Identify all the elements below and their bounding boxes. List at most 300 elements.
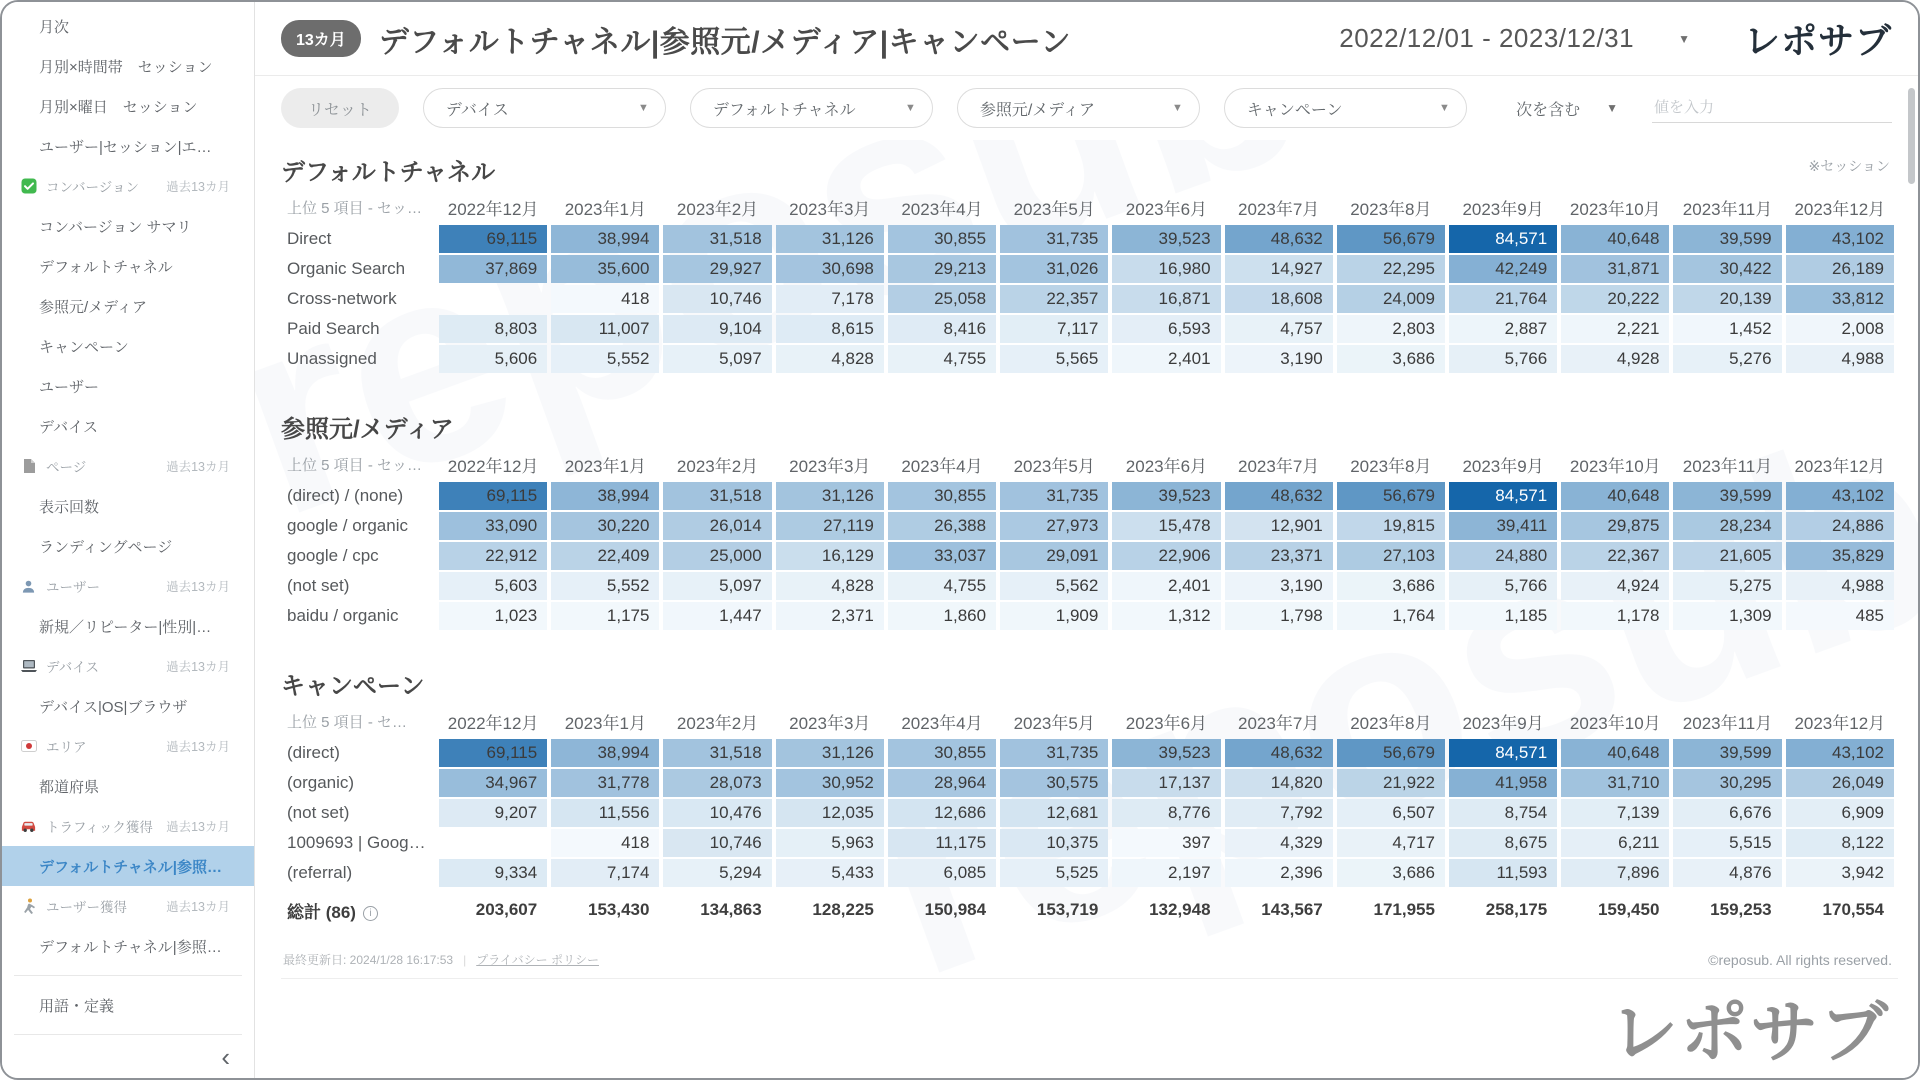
value-cell: 5,294 — [663, 859, 771, 887]
value-cell: 33,812 — [1786, 285, 1894, 313]
sidebar-section-header — [2, 726, 254, 766]
campaign-table — [281, 666, 1898, 933]
value-cell: 11,007 — [551, 315, 659, 343]
metric-note: ※セッション — [1808, 158, 1890, 174]
chevron-down-icon: ▼ — [1678, 31, 1690, 46]
value-cell: 397 — [1112, 829, 1220, 857]
value-cell: 14,820 — [1225, 769, 1333, 797]
data-table — [281, 189, 1898, 375]
divider: | — [463, 952, 467, 967]
sidebar-item[interactable] — [2, 985, 254, 1025]
total-cell: 128,225 — [812, 900, 874, 919]
row-label: Paid Search — [287, 319, 380, 338]
value-cell: 35,600 — [551, 255, 659, 283]
chevron-down-icon: ▼ — [637, 102, 649, 114]
value-cell: 23,371 — [1225, 542, 1333, 570]
value-cell: 39,411 — [1449, 512, 1557, 540]
value-cell: 418 — [551, 285, 659, 313]
value-cell: 8,803 — [439, 315, 547, 343]
value-cell: 5,963 — [776, 829, 884, 857]
filter-value-input[interactable] — [1652, 93, 1892, 123]
value-cell: 5,515 — [1673, 829, 1781, 857]
source-medium-table — [281, 409, 1898, 632]
dropdown-label: キャンペーン — [1246, 101, 1343, 119]
value-cell: 10,375 — [1000, 829, 1108, 857]
value-cell: 3,686 — [1337, 859, 1445, 887]
table-row — [285, 255, 1894, 283]
scrollbar-thumb[interactable] — [1908, 88, 1915, 184]
sidebar-item-label: デフォルトチャネル — [39, 258, 173, 276]
value-cell: 31,735 — [1000, 225, 1108, 253]
value-cell: 2,401 — [1112, 345, 1220, 373]
value-cell: 3,942 — [1786, 859, 1894, 887]
value-cell: 12,681 — [1000, 799, 1108, 827]
value-cell: 34,967 — [439, 769, 547, 797]
value-cell: 26,014 — [663, 512, 771, 540]
source-medium-filter-dropdown[interactable] — [957, 88, 1200, 128]
chevron-down-icon: ▼ — [1438, 102, 1450, 114]
value-cell: 8,776 — [1112, 799, 1220, 827]
dropdown-label: デフォルトチャネル — [712, 101, 856, 119]
default-channel-filter-dropdown[interactable] — [690, 88, 933, 128]
total-cell: 258,175 — [1485, 900, 1548, 919]
sidebar-item-label: 表示回数 — [39, 498, 100, 516]
value-cell: 69,115 — [439, 482, 547, 510]
value-cell: 3,190 — [1225, 572, 1333, 600]
sidebar-item-label: デバイス — [39, 418, 98, 436]
value-cell: 5,097 — [663, 572, 771, 600]
history-badge: 過去13カ月 — [166, 580, 230, 594]
month-header: 2023年10月 — [1569, 456, 1661, 476]
month-header: 2022年12月 — [447, 456, 539, 476]
value-cell: 31,518 — [663, 739, 771, 767]
condition-label: 次を含む — [1516, 101, 1581, 119]
value-cell: 2,803 — [1337, 315, 1445, 343]
value-cell: 3,686 — [1337, 572, 1445, 600]
value-cell: 27,103 — [1337, 542, 1445, 570]
value-cell: 24,886 — [1786, 512, 1894, 540]
table-row — [285, 345, 1894, 373]
sidebar-item[interactable] — [2, 86, 254, 126]
sidebar-item[interactable] — [2, 326, 254, 366]
value-cell: 30,220 — [551, 512, 659, 540]
value-cell: 28,073 — [663, 769, 771, 797]
row-label: Unassigned — [287, 349, 377, 368]
value-cell: 8,754 — [1449, 799, 1557, 827]
date-range-picker[interactable] — [1339, 23, 1690, 54]
month-header: 2023年11月 — [1682, 713, 1773, 733]
value-cell: 31,518 — [663, 482, 771, 510]
month-header: 2023年9月 — [1462, 456, 1544, 476]
value-cell: 5,552 — [551, 572, 659, 600]
value-cell: 38,994 — [551, 482, 659, 510]
month-header: 2023年3月 — [789, 199, 871, 219]
sidebar-item[interactable] — [2, 686, 254, 726]
sidebar-item-label: 用語・定義 — [39, 997, 115, 1015]
sidebar-item-label: デフォルトチャネル|参照… — [39, 858, 222, 876]
month-header: 2023年12月 — [1794, 713, 1886, 733]
month-header: 2023年1月 — [564, 456, 646, 476]
value-cell: 31,126 — [776, 739, 884, 767]
device-filter-dropdown[interactable] — [423, 88, 666, 128]
value-cell: 5,552 — [551, 345, 659, 373]
value-cell: 12,035 — [776, 799, 884, 827]
value-cell: 25,000 — [663, 542, 771, 570]
value-cell — [439, 829, 547, 857]
value-cell: 24,880 — [1449, 542, 1557, 570]
condition-dropdown[interactable] — [1516, 97, 1618, 120]
total-row — [285, 889, 1894, 931]
sidebar-item[interactable] — [2, 366, 254, 406]
sidebar-items — [2, 6, 254, 1035]
report-header — [255, 2, 1918, 76]
sidebar-section-header — [2, 646, 254, 686]
sidebar-item[interactable] — [2, 766, 254, 806]
row-label: baidu / organic — [287, 606, 399, 625]
sidebar-item-label: 月別×時間帯 セッション — [39, 58, 213, 76]
value-cell: 48,632 — [1225, 482, 1333, 510]
sidebar-item-label: デバイス|OS|ブラウザ — [39, 698, 188, 716]
sidebar-item-label: 月次 — [39, 18, 70, 36]
sidebar-item-label: ユーザー|セッション|エ… — [39, 138, 212, 156]
value-cell: 1,312 — [1112, 602, 1220, 630]
value-cell: 10,746 — [663, 285, 771, 313]
value-cell: 31,518 — [663, 225, 771, 253]
table-row — [285, 225, 1894, 253]
sidebar-item-label: ユーザー — [39, 378, 100, 396]
value-cell: 9,334 — [439, 859, 547, 887]
month-header: 2023年7月 — [1238, 713, 1320, 733]
value-cell: 48,632 — [1225, 225, 1333, 253]
value-cell: 56,679 — [1337, 482, 1445, 510]
value-cell: 38,994 — [551, 225, 659, 253]
history-badge: 過去13カ月 — [166, 900, 230, 914]
row-label: 1009693 | Goog… — [287, 833, 426, 852]
month-header: 2023年9月 — [1462, 713, 1544, 733]
table-row — [285, 799, 1894, 827]
month-header: 2023年9月 — [1462, 199, 1544, 219]
first-column-header: 上位 5 項目 - セッ… — [287, 456, 423, 474]
sidebar-item-label: デバイス — [46, 660, 100, 675]
value-cell: 22,409 — [551, 542, 659, 570]
value-cell: 8,675 — [1449, 829, 1557, 857]
value-cell — [439, 285, 547, 313]
value-cell: 30,855 — [888, 482, 996, 510]
row-label: (not set) — [287, 576, 350, 595]
campaign-filter-dropdown[interactable] — [1224, 88, 1467, 128]
total-cell: 153,430 — [587, 900, 650, 919]
value-cell: 27,119 — [776, 512, 884, 540]
info-icon[interactable]: i — [363, 906, 378, 921]
value-cell: 30,422 — [1673, 255, 1781, 283]
value-cell: 4,988 — [1786, 572, 1894, 600]
table-title: 参照元/メディア — [281, 416, 454, 443]
chevron-down-icon: ▼ — [904, 102, 916, 114]
month-header: 2023年11月 — [1682, 456, 1773, 476]
history-badge: 過去13カ月 — [166, 820, 230, 834]
sidebar-item-label: ページ — [46, 460, 87, 475]
value-cell: 29,213 — [888, 255, 996, 283]
value-cell: 6,593 — [1112, 315, 1220, 343]
total-cell: 171,955 — [1373, 900, 1435, 919]
value-cell: 5,606 — [439, 345, 547, 373]
month-header: 2023年1月 — [564, 199, 646, 219]
row-label: (referral) — [287, 863, 353, 882]
value-cell: 40,648 — [1561, 225, 1669, 253]
value-cell: 84,571 — [1449, 482, 1557, 510]
copyright: ©reposub. All rights reserved. — [1708, 951, 1892, 968]
table-row — [285, 572, 1894, 600]
value-cell: 5,097 — [663, 345, 771, 373]
month-header: 2023年4月 — [901, 456, 983, 476]
value-cell: 20,222 — [1561, 285, 1669, 313]
total-cell: 134,863 — [700, 900, 762, 919]
value-cell: 1,178 — [1561, 602, 1669, 630]
month-header: 2023年12月 — [1794, 456, 1886, 476]
month-header: 2023年6月 — [1125, 456, 1208, 476]
row-label: (organic) — [287, 773, 355, 792]
month-header: 2023年3月 — [789, 713, 871, 733]
value-cell: 2,197 — [1112, 859, 1220, 887]
filter-condition-group — [1516, 93, 1892, 123]
value-cell: 4,329 — [1225, 829, 1333, 857]
month-header: 2023年4月 — [901, 199, 983, 219]
area-flag-icon — [20, 738, 37, 755]
period-badge: 13カ月 — [281, 20, 361, 57]
default-channel-table — [281, 152, 1898, 375]
month-header: 2023年6月 — [1125, 713, 1208, 733]
value-cell: 16,871 — [1112, 285, 1220, 313]
value-cell: 56,679 — [1337, 225, 1445, 253]
month-header: 2023年1月 — [564, 713, 646, 733]
value-cell: 5,525 — [1000, 859, 1108, 887]
value-cell: 21,605 — [1673, 542, 1781, 570]
value-cell: 1,185 — [1449, 602, 1557, 630]
value-cell: 22,912 — [439, 542, 547, 570]
sidebar-item[interactable] — [2, 606, 254, 646]
conversion-check-icon — [20, 178, 37, 195]
table-title: キャンペーン — [281, 673, 425, 700]
value-cell: 8,615 — [776, 315, 884, 343]
row-label: google / organic — [287, 516, 408, 535]
value-cell: 24,009 — [1337, 285, 1445, 313]
value-cell: 1,860 — [888, 602, 996, 630]
table-row — [285, 859, 1894, 887]
value-cell: 48,632 — [1225, 739, 1333, 767]
value-cell: 4,924 — [1561, 572, 1669, 600]
month-header: 2023年10月 — [1569, 199, 1661, 219]
sidebar-item[interactable] — [2, 206, 254, 246]
sidebar-item-label: コンバージョン — [46, 180, 140, 195]
value-cell: 2,371 — [776, 602, 884, 630]
sidebar-item[interactable] — [2, 486, 254, 526]
last-updated: 最終更新日: 2024/1/28 16:17:53 — [283, 953, 454, 967]
total-label: 総計 (86) i — [285, 889, 435, 931]
value-cell: 1,023 — [439, 602, 547, 630]
page-icon — [20, 458, 37, 475]
sidebar-item[interactable] — [2, 46, 254, 86]
value-cell: 39,523 — [1112, 225, 1220, 253]
total-cell: 132,948 — [1149, 900, 1211, 919]
month-header: 2023年8月 — [1350, 456, 1432, 476]
value-cell: 6,909 — [1786, 799, 1894, 827]
total-cell: 150,984 — [924, 900, 987, 919]
traffic-car-icon — [20, 818, 37, 835]
sidebar-item[interactable] — [2, 126, 254, 166]
value-cell: 30,855 — [888, 739, 996, 767]
value-cell: 26,388 — [888, 512, 996, 540]
value-cell: 40,648 — [1561, 482, 1669, 510]
brand-logo: レポサブ — [1743, 20, 1892, 61]
sidebar-item-label: ユーザー獲得 — [46, 900, 127, 915]
data-table — [281, 703, 1898, 933]
value-cell: 29,875 — [1561, 512, 1669, 540]
row-label: Direct — [287, 229, 332, 248]
sidebar-item-label: 新規／リピーター|性別|… — [39, 618, 212, 636]
month-header: 2023年5月 — [1013, 199, 1095, 219]
table-title: デフォルトチャネル — [281, 159, 496, 186]
privacy-policy-link[interactable]: プライバシー ポリシー — [476, 953, 599, 967]
sidebar-section-header — [2, 806, 254, 846]
month-header: 2023年8月 — [1350, 713, 1432, 733]
value-cell: 7,139 — [1561, 799, 1669, 827]
sidebar-item[interactable] — [2, 926, 254, 966]
table-row — [285, 512, 1894, 540]
value-cell: 3,686 — [1337, 345, 1445, 373]
value-cell: 7,896 — [1561, 859, 1669, 887]
history-badge: 過去13カ月 — [166, 180, 230, 194]
total-cell: 203,607 — [475, 900, 538, 919]
dropdown-label: デバイス — [445, 101, 509, 119]
value-cell: 4,757 — [1225, 315, 1333, 343]
value-cell: 4,755 — [888, 572, 996, 600]
value-cell: 84,571 — [1449, 739, 1557, 767]
month-header: 2023年11月 — [1682, 199, 1773, 219]
value-cell: 84,571 — [1449, 225, 1557, 253]
value-cell: 5,603 — [439, 572, 547, 600]
row-label: Organic Search — [287, 259, 406, 278]
sidebar-collapse-button[interactable]: ‹ — [221, 1042, 230, 1072]
value-cell: 30,698 — [776, 255, 884, 283]
value-cell: 2,887 — [1449, 315, 1557, 343]
row-label: (not set) — [287, 803, 350, 822]
value-cell: 14,927 — [1225, 255, 1333, 283]
value-cell: 1,452 — [1673, 315, 1781, 343]
month-header: 2023年8月 — [1350, 199, 1432, 219]
row-label: google / cpc — [287, 546, 379, 565]
value-cell: 33,090 — [439, 512, 547, 540]
sidebar-section-header — [2, 446, 254, 486]
value-cell: 39,523 — [1112, 482, 1220, 510]
dropdown-label: 参照元/メディア — [979, 101, 1096, 119]
value-cell: 39,523 — [1112, 739, 1220, 767]
month-header: 2023年12月 — [1794, 199, 1886, 219]
sidebar-item[interactable] — [2, 6, 254, 46]
sidebar-item-label: エリア — [46, 740, 87, 755]
table-row — [285, 739, 1894, 767]
value-cell: 25,058 — [888, 285, 996, 313]
value-cell: 10,476 — [663, 799, 771, 827]
sidebar-item-label: 都道府県 — [39, 778, 100, 796]
value-cell: 12,901 — [1225, 512, 1333, 540]
reset-button[interactable]: リセット — [281, 88, 399, 128]
sidebar-item[interactable] — [2, 526, 254, 566]
value-cell: 31,710 — [1561, 769, 1669, 797]
history-badge: 過去13カ月 — [166, 460, 230, 474]
value-cell: 22,906 — [1112, 542, 1220, 570]
value-cell: 3,190 — [1225, 345, 1333, 373]
table-row — [285, 315, 1894, 343]
tables-area — [281, 152, 1898, 933]
value-cell: 16,980 — [1112, 255, 1220, 283]
value-cell: 1,764 — [1337, 602, 1445, 630]
value-cell: 21,764 — [1449, 285, 1557, 313]
value-cell: 35,829 — [1786, 542, 1894, 570]
sidebar-item[interactable] — [2, 846, 254, 886]
value-cell: 41,958 — [1449, 769, 1557, 797]
value-cell: 39,599 — [1673, 739, 1781, 767]
brand-logo-large: レポサブ — [1609, 995, 1890, 1071]
value-cell: 1,175 — [551, 602, 659, 630]
value-cell: 4,755 — [888, 345, 996, 373]
sidebar-item[interactable] — [2, 246, 254, 286]
total-cell: 170,554 — [1822, 900, 1884, 919]
row-label: (direct) / (none) — [287, 486, 404, 505]
value-cell: 31,735 — [1000, 739, 1108, 767]
date-range-value: 2022/12/01 - 2023/12/31 — [1339, 23, 1635, 53]
month-header: 2023年2月 — [676, 713, 759, 733]
value-cell: 31,871 — [1561, 255, 1669, 283]
sidebar-item[interactable] — [2, 406, 254, 446]
value-cell: 18,608 — [1225, 285, 1333, 313]
value-cell: 69,115 — [439, 739, 547, 767]
sidebar-section-header — [2, 886, 254, 926]
month-header: 2022年12月 — [447, 713, 539, 733]
value-cell: 11,556 — [551, 799, 659, 827]
page-title: デフォルトチャネル|参照元/メディア|キャンペーン — [378, 25, 1072, 59]
value-cell: 485 — [1786, 602, 1894, 630]
value-cell: 5,766 — [1449, 345, 1557, 373]
value-cell: 30,575 — [1000, 769, 1108, 797]
value-cell: 4,876 — [1673, 859, 1781, 887]
value-cell: 30,295 — [1673, 769, 1781, 797]
value-cell: 5,565 — [1000, 345, 1108, 373]
month-header: 2023年2月 — [676, 456, 759, 476]
chevron-down-icon: ▼ — [1606, 101, 1618, 115]
sidebar-item-label: ユーザー — [46, 580, 100, 595]
value-cell: 1,447 — [663, 602, 771, 630]
value-cell: 4,988 — [1786, 345, 1894, 373]
value-cell: 30,952 — [776, 769, 884, 797]
value-cell: 26,189 — [1786, 255, 1894, 283]
value-cell: 19,815 — [1337, 512, 1445, 540]
sidebar-item[interactable] — [2, 286, 254, 326]
value-cell: 28,234 — [1673, 512, 1781, 540]
value-cell: 22,367 — [1561, 542, 1669, 570]
value-cell: 6,211 — [1561, 829, 1669, 857]
sidebar-section-header — [2, 566, 254, 606]
value-cell: 8,122 — [1786, 829, 1894, 857]
value-cell: 31,735 — [1000, 482, 1108, 510]
value-cell: 16,129 — [776, 542, 884, 570]
value-cell: 43,102 — [1786, 225, 1894, 253]
value-cell: 5,275 — [1673, 572, 1781, 600]
value-cell: 15,478 — [1112, 512, 1220, 540]
value-cell: 31,026 — [1000, 255, 1108, 283]
value-cell: 4,928 — [1561, 345, 1669, 373]
total-cell: 153,719 — [1036, 900, 1099, 919]
row-label: (direct) — [287, 743, 340, 762]
